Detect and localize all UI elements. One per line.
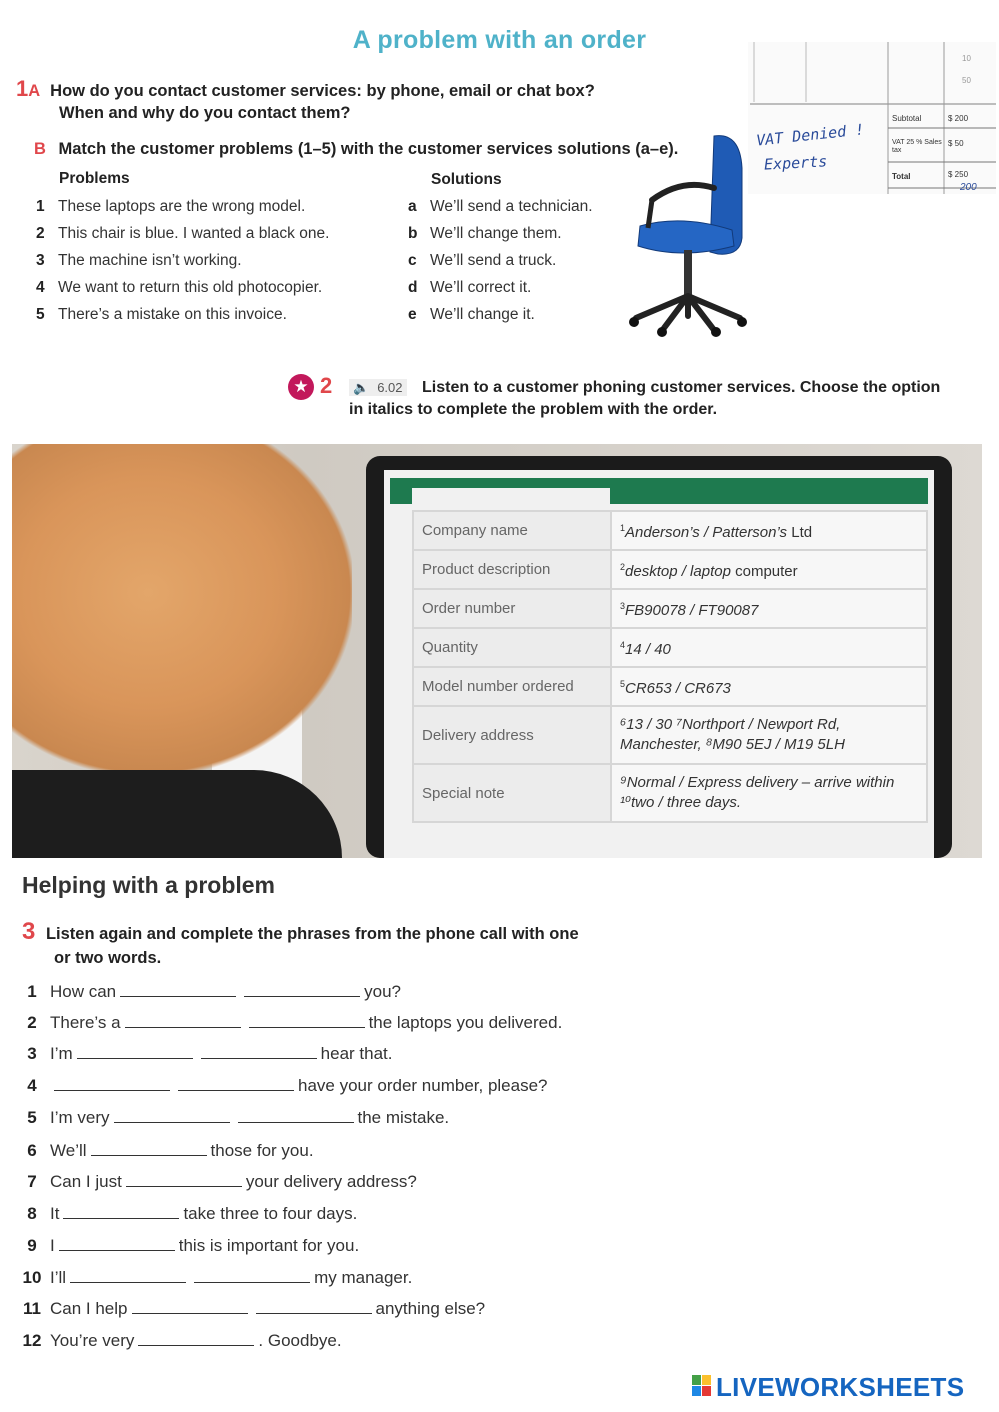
question-1b xyxy=(34,140,678,159)
invoice-top-value: 50 xyxy=(962,76,971,85)
form-label: Model number ordered xyxy=(413,667,611,706)
table-row xyxy=(413,511,927,550)
invoice-value: $ 250 xyxy=(948,170,969,179)
answer-input[interactable] xyxy=(114,1108,230,1123)
list-item: 3 I’m hear that. xyxy=(27,1044,393,1063)
form-label: Product description xyxy=(413,550,611,589)
table-row xyxy=(413,550,927,589)
invoice-handwriting: Experts xyxy=(763,152,828,174)
audio-track[interactable] xyxy=(349,379,407,397)
solution-item: e We’ll change it. xyxy=(408,306,535,323)
answer-input[interactable] xyxy=(63,1204,179,1219)
question-text: or two words. xyxy=(54,949,162,967)
answer-input[interactable] xyxy=(256,1299,372,1314)
table-row xyxy=(413,764,927,822)
answer-input[interactable] xyxy=(249,1013,365,1028)
answer-input[interactable] xyxy=(132,1299,248,1314)
form-label: Company name xyxy=(413,511,611,550)
question-number: 2 xyxy=(320,373,333,398)
solution-item: d We’ll correct it. xyxy=(408,279,532,296)
solutions-heading: Solutions xyxy=(431,171,502,188)
question-text: Listen to a customer phoning customer services. Choose the option xyxy=(422,379,941,396)
order-form-table xyxy=(412,510,928,823)
question-number: 3 xyxy=(22,918,36,945)
answer-input[interactable] xyxy=(91,1141,207,1156)
form-label: Special note xyxy=(413,764,611,822)
question-1a xyxy=(16,78,595,124)
answer-input[interactable] xyxy=(238,1108,354,1123)
answer-input[interactable] xyxy=(244,982,360,997)
list-item: 5 I’m very the mistake. xyxy=(27,1108,450,1127)
form-label: Order number xyxy=(413,589,611,628)
solution-item: b We’ll change them. xyxy=(408,225,562,242)
brand-name: LIVEWORKSHEETS xyxy=(716,1372,965,1402)
table-row xyxy=(413,706,927,764)
answer-input[interactable] xyxy=(59,1236,175,1251)
form-value: $^4$14 / 40 xyxy=(611,628,927,667)
answer-input[interactable] xyxy=(70,1268,186,1283)
list-item: 2 There’s a the laptops you delivered. xyxy=(27,1013,563,1032)
form-label: Delivery address xyxy=(413,706,611,764)
form-value: $^1$Anderson’s / Patterson’s Ltd xyxy=(611,511,927,550)
star-icon: ★ xyxy=(288,374,314,400)
speaker-icon: 🔈 xyxy=(349,379,373,396)
form-value: ⁹Normal / Express delivery – arrive within ¹⁰two / three days. xyxy=(611,764,927,822)
table-row xyxy=(413,628,927,667)
form-value: $^5$CR653 / CR673 xyxy=(611,667,927,706)
form-label: Quantity xyxy=(413,628,611,667)
invoice-handwriting: VAT Denied ! xyxy=(755,120,866,150)
question-letter: A xyxy=(28,82,40,100)
list-item: 8 It take three to four days. xyxy=(27,1204,358,1223)
form-header-tab xyxy=(412,488,610,504)
question-text: Listen again and complete the phrases from the phone call with one xyxy=(45,925,579,943)
question-letter: B xyxy=(34,140,46,158)
list-item: 12 You’re very . Goodbye. xyxy=(22,1331,342,1350)
table-row xyxy=(413,589,927,628)
question-text: in italics to complete the problem with the order. xyxy=(349,401,718,418)
answer-input[interactable] xyxy=(125,1013,241,1028)
solution-item: a We’ll send a technician. xyxy=(408,198,593,215)
answer-input[interactable] xyxy=(77,1044,193,1059)
answer-input[interactable] xyxy=(120,982,236,997)
answer-input[interactable] xyxy=(138,1331,254,1346)
question-number: 1 xyxy=(16,76,29,101)
answer-input[interactable] xyxy=(54,1076,170,1091)
invoice-correction: 200 xyxy=(960,182,977,193)
invoice-label: Subtotal xyxy=(892,114,922,123)
list-item: 11 Can I help anything else? xyxy=(23,1299,486,1318)
list-item: 9 I this is important for you. xyxy=(27,1236,360,1255)
answer-input[interactable] xyxy=(126,1172,242,1187)
question-3 xyxy=(22,920,722,970)
table-row xyxy=(413,667,927,706)
list-item: 10 I’ll my manager. xyxy=(22,1268,413,1287)
liveworksheets-logo-icon xyxy=(692,1375,712,1397)
section-heading: Helping with a problem xyxy=(22,872,276,898)
person-head-image xyxy=(12,444,352,774)
question-text: When and why do you contact them? xyxy=(59,104,351,122)
problems-heading: Problems xyxy=(59,170,130,187)
invoice-value: $ 50 xyxy=(948,139,964,148)
answer-input[interactable] xyxy=(201,1044,317,1059)
invoice-top-value: 10 xyxy=(962,54,971,63)
answer-input[interactable] xyxy=(194,1268,310,1283)
audio-track-number: 6.02 xyxy=(373,379,406,396)
list-item: 1 How can you? xyxy=(27,982,402,1001)
office-chair-image xyxy=(622,128,752,338)
invoice-label: VAT 25 % Sales tax xyxy=(892,139,942,154)
invoice-value: $ 200 xyxy=(948,114,969,123)
list-item: 4 have your order number, please? xyxy=(27,1076,548,1095)
answer-input[interactable] xyxy=(178,1076,294,1091)
list-item: 7 Can I just your delivery address? xyxy=(27,1172,417,1191)
form-value: $^3$FB90078 / FT90087 xyxy=(611,589,927,628)
problem-item: 4 We want to return this old photocopier. xyxy=(36,279,323,296)
invoice-label: Total xyxy=(892,172,911,181)
form-value: ⁶13 / 30 ⁷Northport / Newport Rd, Manchester, ⁸M90 5EJ / M19 5LH xyxy=(611,706,927,764)
problem-item: 1 These laptops are the wrong model. xyxy=(36,198,306,215)
person-shoulder-image xyxy=(12,770,342,858)
form-value: $^2$desktop / laptop computer xyxy=(611,550,927,589)
problem-item: 3 The machine isn’t working. xyxy=(36,252,242,269)
page-title: A problem with an order xyxy=(352,26,647,54)
solution-item: c We’ll send a truck. xyxy=(408,252,557,269)
question-text: Match the customer problems (1–5) with the customer services solutions (a–e). xyxy=(58,140,679,158)
problem-item: 5 There’s a mistake on this invoice. xyxy=(36,306,287,323)
invoice-image xyxy=(748,42,996,194)
problem-item: 2 This chair is blue. I wanted a black one. xyxy=(36,225,330,242)
question-text: How do you contact customer services: by phone, email or chat box? xyxy=(50,82,595,100)
list-item: 6 We’ll those for you. xyxy=(27,1141,314,1160)
